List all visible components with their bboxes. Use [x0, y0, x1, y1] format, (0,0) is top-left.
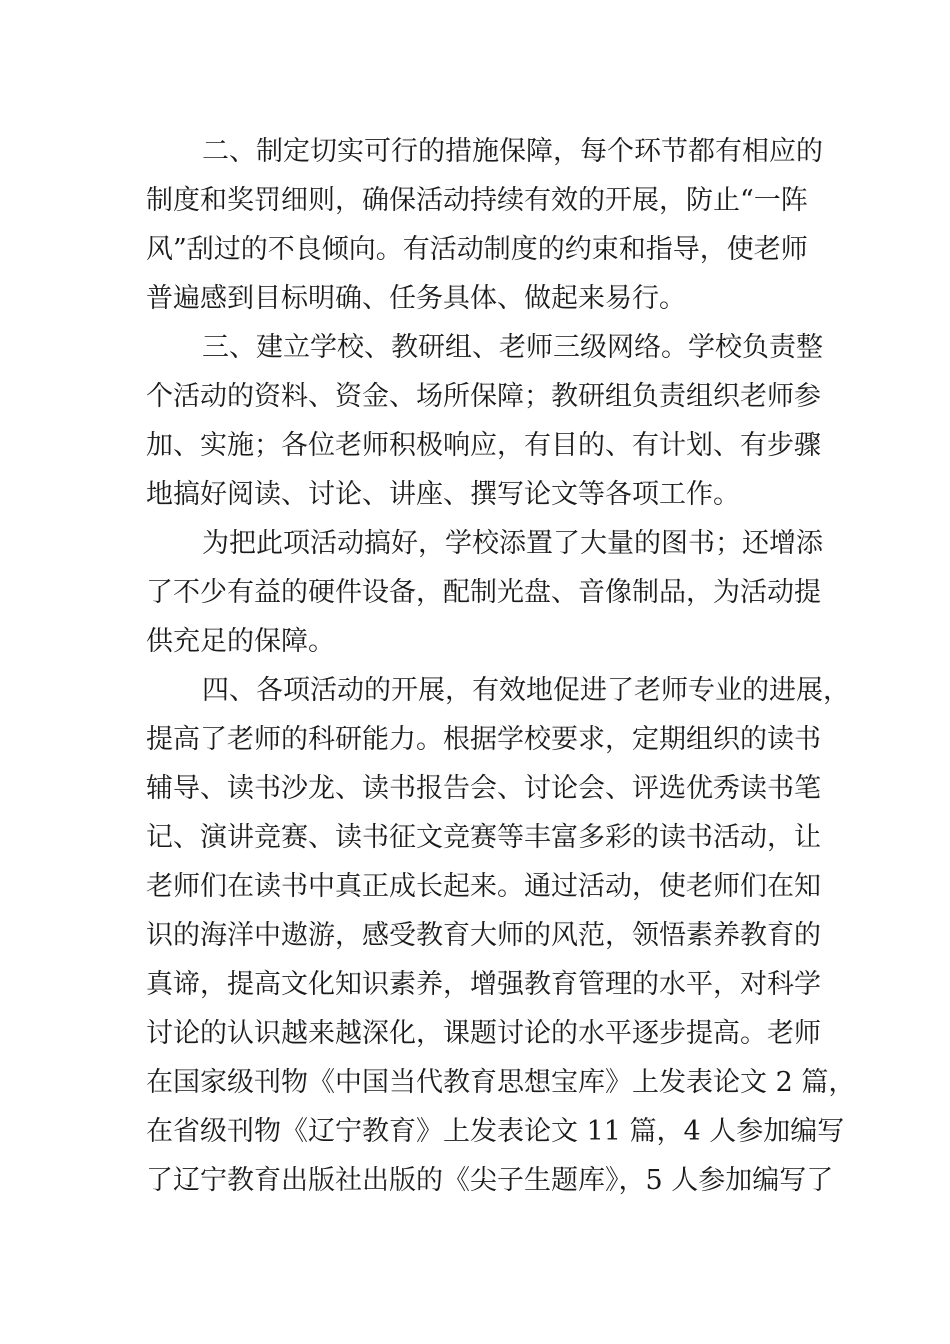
text-line: 识的海洋中遨游，感受教育大师的风范，领悟素养教育的 — [146, 920, 821, 951]
text-line: 个活动的资料、资金、场所保障；教研组负责组织老师参 — [146, 381, 821, 412]
text-line: 供充足的保障。 — [146, 626, 335, 657]
text-line: 地搞好阅读、讨论、讲座、撰写论文等各项工作。 — [146, 479, 740, 510]
text-line: 四、各项活动的开展，有效地促进了老师专业的进展， — [202, 675, 850, 706]
text-line: 记、演讲竞赛、读书征文竞赛等丰富多彩的读书活动，让 — [146, 822, 821, 853]
text-line: 在国家级刊物《中国当代教育思想宝库》上发表论文 2 篇， — [146, 1067, 856, 1098]
text-line: 普遍感到目标明确、任务具体、做起来易行。 — [146, 283, 686, 314]
text-line: 二、制定切实可行的措施保障，每个环节都有相应的 — [202, 136, 823, 167]
text-line: 真谛，提高文化知识素养，增强教育管理的水平，对科学 — [146, 969, 821, 1000]
paragraph-measures — [146, 127, 836, 323]
text-line: 加、实施；各位老师积极响应，有目的、有计划、有步骤 — [146, 430, 821, 461]
paragraph-network — [146, 323, 836, 519]
paragraph-activities — [146, 666, 856, 1205]
text-line: 三、建立学校、教研组、老师三级网络。学校负责整 — [202, 332, 823, 363]
text-line: 讨论的认识越来越深化，课题讨论的水平逐步提高。老师 — [146, 1018, 821, 1049]
text-line: 了不少有益的硬件设备，配制光盘、音像制品，为活动提 — [146, 577, 821, 608]
text-line: 老师们在读书中真正成长起来。通过活动，使老师们在知 — [146, 871, 821, 902]
text-line: 在省级刊物《辽宁教育》上发表论文 11 篇，4 人参加编写 — [146, 1116, 845, 1147]
paragraph-resources — [146, 519, 836, 666]
text-line: 了辽宁教育出版社出版的《尖子生题库》，5 人参加编写了 — [146, 1165, 834, 1196]
text-line: 制度和奖罚细则，确保活动持续有效的开展，防止“一阵 — [146, 185, 808, 216]
text-line: 为把此项活动搞好，学校添置了大量的图书；还增添 — [202, 528, 823, 559]
text-line: 辅导、读书沙龙、读书报告会、讨论会、评选优秀读书笔 — [146, 773, 821, 804]
document-body — [146, 127, 856, 1205]
text-line: 风”刮过的不良倾向。有活动制度的约束和指导，使老师 — [146, 234, 808, 265]
text-line: 提高了老师的科研能力。根据学校要求，定期组织的读书 — [146, 724, 821, 755]
